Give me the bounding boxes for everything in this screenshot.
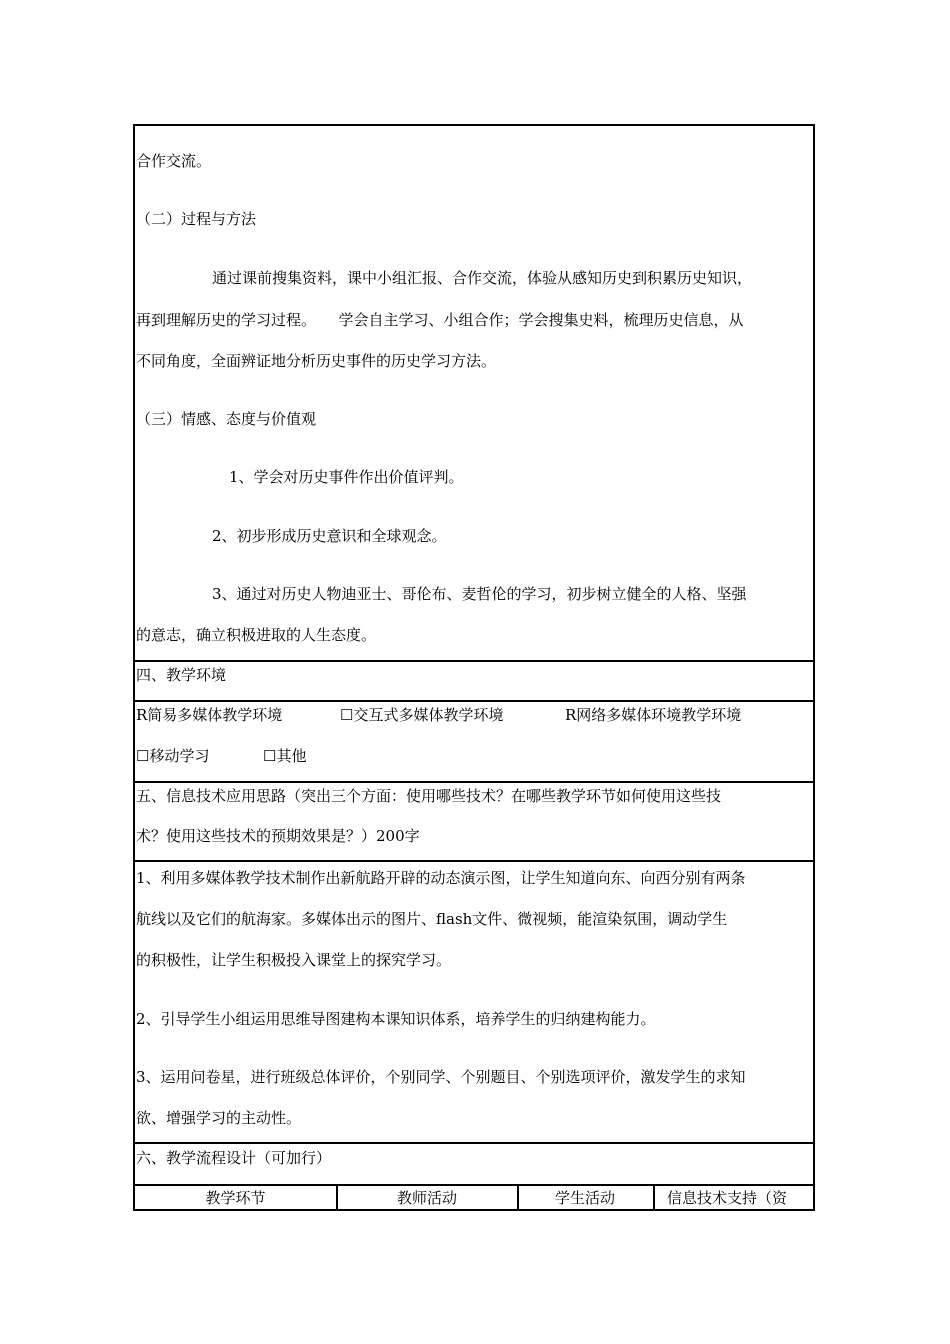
flow-column-header-tech: 信息技术支持（资	[667, 1189, 788, 1207]
process-line: 不同角度，全面辨证地分析历史事件的历史学习方法。	[136, 352, 497, 370]
environment-option-network-multimedia[interactable]: R网络多媒体环境教学环境	[565, 706, 742, 724]
emotion-heading: （三）情感、态度与价值观	[136, 410, 317, 428]
emotion-item: 3、通过对历史人物迪亚士、哥伦布、麦哲伦的学习，初步树立健全的人格、坚强	[212, 585, 747, 603]
process-line: 通过课前搜集资料，课中小组汇报、合作交流，体验从感知历史到积累历史知识，	[212, 269, 753, 287]
tech-heading-line: 术？使用这些技术的预期效果是？）200字	[136, 827, 420, 845]
environment-option-interactive-multimedia[interactable]: ☐交互式多媒体教学环境	[340, 706, 504, 724]
tech-item-line: 欲、增强学习的主动性。	[136, 1109, 302, 1127]
tech-item-line: 3、运用问卷星，进行班级总体评价，个别同学、个别题目、个别选项评价，激发学生的求知	[136, 1068, 746, 1086]
row-divider	[135, 660, 813, 662]
emotion-item: 2、初步形成历史意识和全球观念。	[212, 527, 447, 545]
row-divider	[135, 781, 813, 783]
objectives-continuation: 合作交流。	[136, 152, 212, 170]
emotion-item: 的意志，确立积极进取的人生态度。	[136, 626, 377, 644]
flow-column-header-stage: 教学环节	[205, 1189, 266, 1207]
row-divider	[135, 700, 813, 702]
tech-item-line: 的积极性，让学生积极投入课堂上的探究学习。	[136, 951, 452, 969]
flow-column-header-student: 学生活动	[554, 1189, 615, 1207]
tech-heading-line: 五、信息技术应用思路（突出三个方面：使用哪些技术？在哪些教学环节如何使用这些技	[136, 787, 722, 805]
flow-column-header-teacher: 教师活动	[396, 1189, 457, 1207]
tech-item-line: 1、利用多媒体教学技术制作出新航路开辟的动态演示图，让学生知道向东、向西分别有两条	[136, 869, 746, 887]
environment-option-simple-multimedia[interactable]: R简易多媒体教学环境	[136, 706, 283, 724]
column-divider	[653, 1184, 655, 1209]
flow-heading: 六、教学流程设计（可加行）	[136, 1149, 332, 1167]
environment-heading: 四、教学环境	[136, 666, 227, 684]
row-divider	[135, 860, 813, 862]
emotion-item: 1、学会对历史事件作出价值评判。	[229, 468, 464, 486]
environment-option-mobile-learning[interactable]: ☐移动学习	[136, 747, 210, 765]
tech-item-line: 2、引导学生小组运用思维导图建构本课知识体系，培养学生的归纳建构能力。	[136, 1010, 656, 1028]
tech-item-line: 航线以及它们的航海家。多媒体出示的图片、flash文件、微视频，能渲染氛围，调动学生	[136, 910, 728, 928]
row-divider	[135, 1184, 813, 1186]
process-line: 再到理解历史的学习过程。 学会自主学习、小组合作；学会搜集史料，梳理历史信息，从	[136, 311, 744, 329]
process-heading: （二）过程与方法	[136, 210, 257, 228]
row-divider	[135, 1142, 813, 1144]
environment-option-other[interactable]: ☐其他	[263, 747, 307, 765]
